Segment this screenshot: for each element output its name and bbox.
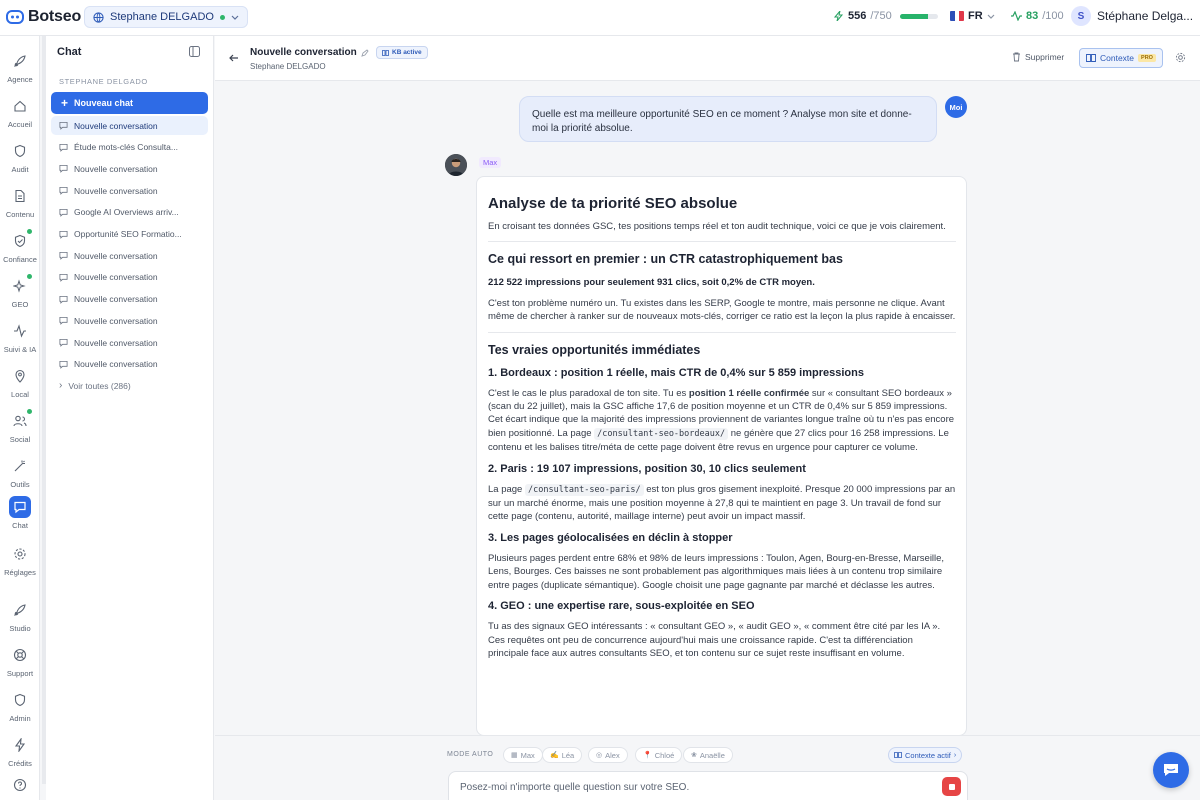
conversation-item-label: Nouvelle conversation xyxy=(74,337,158,348)
shield-icon xyxy=(9,689,31,711)
delete-label: Supprimer xyxy=(1025,52,1065,62)
text-run: ne génère que 27 clics pour 16 258 impressions. Le contenu et les balises titre/méta de cette page doivent être revus en urgence pour capturer ce volume. xyxy=(488,427,949,454)
credits-total: /750 xyxy=(870,10,892,22)
nav-item-geo[interactable] xyxy=(0,275,40,309)
see-all-conversations-link[interactable] xyxy=(51,376,208,395)
chat-bubble-icon xyxy=(59,273,68,282)
logo[interactable] xyxy=(6,8,81,26)
nav-item-confiance[interactable] xyxy=(0,230,40,264)
credits-progress-fill xyxy=(900,14,928,19)
top-bar xyxy=(0,0,1200,36)
divider xyxy=(488,332,956,333)
conversation-item[interactable] xyxy=(51,159,208,178)
composer xyxy=(215,735,1200,800)
nav-item-outils[interactable] xyxy=(0,455,40,489)
chat-bubble-icon xyxy=(1162,762,1180,778)
nav-item-support[interactable] xyxy=(0,644,40,678)
nav-item-admin[interactable] xyxy=(0,689,40,723)
chat-bubble-icon xyxy=(59,360,68,369)
chevron-right-icon: › xyxy=(59,380,63,392)
avatar: S xyxy=(1071,6,1091,26)
credits-used: 556 xyxy=(848,10,867,22)
bot-name-badge: Max xyxy=(479,157,501,168)
agent-chip-chloe[interactable] xyxy=(635,747,682,763)
new-chat-label: Nouveau chat xyxy=(74,98,134,108)
conversation-item[interactable] xyxy=(51,138,208,157)
conversation-item-label: Étude mots-clés Consulta... xyxy=(74,142,178,153)
map-pin-icon xyxy=(9,365,31,387)
agent-icon: ❀ xyxy=(691,752,697,759)
section-heading: Ce qui ressort en premier : un CTR catastrophiquement bas xyxy=(488,252,843,267)
main-nav xyxy=(0,36,40,800)
conversation-item[interactable] xyxy=(51,225,208,244)
rocket-icon xyxy=(9,599,31,621)
nav-item-audit[interactable] xyxy=(0,140,40,174)
notification-dot xyxy=(27,229,32,234)
chat-sidebar xyxy=(46,36,214,800)
nav-item-agence[interactable] xyxy=(0,50,40,84)
paragraph xyxy=(488,387,956,455)
new-chat-button[interactable] xyxy=(51,92,208,114)
chat-bubble-icon xyxy=(59,295,68,304)
agent-chip-lea[interactable] xyxy=(542,747,582,763)
opportunity-heading: 3. Les pages géolocalisées en déclin à stopper xyxy=(488,531,733,544)
bot-response xyxy=(476,176,967,736)
zap-icon xyxy=(9,734,31,756)
sparkles-icon xyxy=(9,275,31,297)
conversation-header xyxy=(215,36,1200,81)
conversation-item[interactable] xyxy=(51,203,208,222)
conversation-item-label: Google AI Overviews arriv... xyxy=(74,207,179,218)
agent-name: Anaëlle xyxy=(699,750,725,760)
agent-name: Léa xyxy=(561,750,575,760)
chat-bubble-icon xyxy=(59,164,68,173)
conversation-item[interactable] xyxy=(51,311,208,330)
conversation-item[interactable] xyxy=(51,116,208,135)
conversation-item-label: Nouvelle conversation xyxy=(74,185,158,196)
bot-logo-icon xyxy=(6,10,24,24)
seo-score[interactable] xyxy=(1011,10,1064,22)
nav-label: GEO xyxy=(11,300,29,309)
context-active-toggle[interactable] xyxy=(888,747,962,763)
divider xyxy=(488,241,956,242)
nav-item-suivi-ia[interactable] xyxy=(0,320,40,354)
conversation-item-label: Nouvelle conversation xyxy=(74,315,158,326)
collapse-sidebar-icon[interactable] xyxy=(189,46,200,57)
nav-item-studio[interactable] xyxy=(0,599,40,633)
nav-item-contenu[interactable] xyxy=(0,185,40,219)
chat-input[interactable]: Posez-moi n'importe quelle question sur votre SEO. xyxy=(448,771,968,800)
chat-bubble-icon xyxy=(59,121,68,130)
nav-label: Contenu xyxy=(5,210,35,219)
zap-icon xyxy=(834,11,844,21)
chevron-down-icon xyxy=(987,12,995,20)
chat-bubble-icon xyxy=(59,338,68,347)
sidebar-title: Chat xyxy=(57,46,82,58)
context-label: Contexte xyxy=(1100,53,1135,63)
credits-meter[interactable] xyxy=(834,10,938,22)
language-selector[interactable] xyxy=(950,10,995,22)
pencil-icon[interactable] xyxy=(361,49,369,57)
agent-chip-max[interactable] xyxy=(503,747,543,763)
shield-check-icon xyxy=(9,230,31,252)
nav-label: Confiance xyxy=(3,255,37,264)
notification-dot xyxy=(27,274,32,279)
agent-chip-anaelle[interactable] xyxy=(683,747,733,763)
paragraph xyxy=(488,483,956,524)
gear-icon xyxy=(9,543,31,565)
chevron-right-icon: › xyxy=(953,751,957,759)
url-code: /consultant-seo-paris/ xyxy=(525,484,644,496)
gear-icon[interactable] xyxy=(1175,52,1186,63)
conversation-item[interactable] xyxy=(51,290,208,309)
globe-icon xyxy=(93,12,104,23)
agent-chip-alex[interactable] xyxy=(588,747,628,763)
opportunity-heading: 1. Bordeaux : position 1 réelle, mais CTR de 0,4% sur 5 859 impressions xyxy=(488,366,864,379)
delete-button[interactable] xyxy=(1012,52,1064,62)
conversation-item-label: Nouvelle conversation xyxy=(74,250,158,261)
text-run: La page xyxy=(488,483,525,495)
section-heading: Tes vraies opportunités immédiates xyxy=(488,342,701,357)
text-run: sur « consultant SEO bordeaux » (scan du 22 juillet), mais la GSC affiche 17,6 de position moyenne et un CTR de 0,4% sur 5 859 impressions. Cet écart indique que la majorité des impressions proviennent de variantes longue traîne où tu n'es pas encore bien positionné. La page xyxy=(488,387,955,439)
home-icon xyxy=(9,95,31,117)
account-selector[interactable] xyxy=(84,6,248,28)
paragraph: Tu as des signaux GEO intéressants : « consultant GEO », « audit GEO », « comment être cité par les IA ». Ces requêtes ont peu de concurrence aujourd'hui mais une croissance rapide. C'est ta différenciation principale face aux autres consultants SEO, et ton contenu sur ce sujet reste insuffisant en volume. xyxy=(488,621,941,659)
text-run: C'est le cas le plus paradoxal de ton site. Tu es xyxy=(488,387,689,399)
activity-icon xyxy=(1011,11,1022,21)
book-icon xyxy=(382,50,389,56)
conversation-item[interactable] xyxy=(51,333,208,352)
activity-icon xyxy=(9,320,31,342)
text-run: est ton plus gros gisement inexploité. Presque 20 000 impressions par an sur un marché énorme, mais une position moyenne à 27,8 qui te maintient en page 3. Un travail de fond sur cette page (contenu, autorité, maillage interne) peut avoir un impact massif. xyxy=(488,483,956,523)
opportunity-heading: 2. Paris : 19 107 impressions, position 30, 10 clics seulement xyxy=(488,462,806,475)
conversation-item[interactable] xyxy=(51,355,208,374)
context-active-label: Contexte actif xyxy=(905,750,951,760)
shield-icon xyxy=(9,140,31,162)
conversation-item-label: Nouvelle conversation xyxy=(74,272,158,283)
chat-bubble-icon xyxy=(59,208,68,217)
lifebuoy-icon xyxy=(9,644,31,666)
context-button[interactable] xyxy=(1079,48,1163,68)
agent-name: Alex xyxy=(605,750,620,760)
response-heading: Analyse de ta priorité SEO absolue xyxy=(488,195,738,212)
bold-run: position 1 réelle confirmée xyxy=(688,387,810,399)
nav-label: Local xyxy=(11,390,29,399)
back-arrow-icon[interactable] xyxy=(229,53,239,63)
url-code: /consultant-seo-bordeaux/ xyxy=(594,428,728,440)
conversation-item[interactable] xyxy=(51,181,208,200)
nav-label: Studio xyxy=(9,624,31,633)
help-icon[interactable] xyxy=(0,778,40,792)
conversation-subtitle: Stephane DELGADO xyxy=(250,62,326,71)
nav-label: Réglages xyxy=(4,568,36,577)
nav-item-chat[interactable] xyxy=(0,496,40,530)
user-name: Stéphane Delga... xyxy=(1097,9,1194,23)
agent-icon: ◎ xyxy=(596,752,603,759)
nav-item-réglages[interactable] xyxy=(0,543,40,577)
kb-badge-label: KB active xyxy=(392,49,422,56)
paragraph: Plusieurs pages perdent entre 68% et 98% de leurs impressions : Toulon, Agen, Bourg-en-Bresse, Marseille, Lens, Bourges. Ces baisses ne sont probablement pas algorithmiques mais liées à un contenu trop similaire entre pages (duplicate sémantique). Google choisit une page gagnante par marché et déclasse les autres. xyxy=(488,552,945,591)
plus-icon: + xyxy=(61,96,69,110)
conversation-item-label: Nouvelle conversation xyxy=(74,294,158,305)
stop-button[interactable] xyxy=(942,777,961,796)
app-name: Botseo xyxy=(28,8,82,25)
stop-icon xyxy=(949,784,955,790)
conversation-item[interactable] xyxy=(51,246,208,265)
chat-bubble-icon xyxy=(59,316,68,325)
user-avatar: Moi xyxy=(945,96,967,118)
nav-label: Outils xyxy=(10,480,30,489)
nav-label: Support xyxy=(6,669,34,678)
france-flag-icon xyxy=(950,11,964,21)
conversation-title[interactable] xyxy=(250,47,369,58)
conversation-item-label: Nouvelle conversation xyxy=(74,120,158,131)
rocket-icon xyxy=(9,50,31,72)
agent-name: Chloé xyxy=(654,750,675,760)
notification-dot xyxy=(27,409,32,414)
chat-bubble-icon xyxy=(59,143,68,152)
credits-progress xyxy=(900,14,938,19)
agent-icon: ▦ xyxy=(511,752,518,759)
see-all-label: Voir toutes (286) xyxy=(68,380,131,391)
chat-support-button[interactable] xyxy=(1153,752,1189,788)
status-dot xyxy=(220,15,225,20)
nav-label: Audit xyxy=(11,165,29,174)
opportunity-heading: 4. GEO : une expertise rare, sous-exploitée en SEO xyxy=(488,600,755,613)
nav-label: Accueil xyxy=(7,120,33,129)
bot-avatar xyxy=(445,154,467,176)
pro-badge: PRO xyxy=(1138,54,1156,62)
chat-bubble-icon xyxy=(59,230,68,239)
users-icon xyxy=(9,410,31,432)
chat-bubble-icon xyxy=(59,251,68,260)
account-name: Stephane DELGADO xyxy=(110,11,214,23)
nav-item-accueil[interactable] xyxy=(0,95,40,129)
nav-label: Admin xyxy=(9,714,31,723)
agent-name: Max xyxy=(520,750,535,760)
book-icon xyxy=(1086,54,1096,62)
sidebar-section-label: STEPHANE DELGADO xyxy=(59,77,148,86)
kb-active-badge xyxy=(376,46,428,59)
nav-item-crédits[interactable] xyxy=(0,734,40,768)
chevron-down-icon xyxy=(231,13,239,21)
mode-label: MODE AUTO xyxy=(447,751,494,758)
document-icon xyxy=(9,185,31,207)
book-icon xyxy=(894,752,902,758)
chat-bubble-icon xyxy=(59,186,68,195)
user-message: Quelle est ma meilleure opportunité SEO en ce moment ? Analyse mon site et donne-moi la priorité absolue. xyxy=(519,96,937,142)
magic-wand-icon xyxy=(9,455,31,477)
agent-icon: 📍 xyxy=(643,752,652,759)
response-intro: En croisant tes données GSC, tes positions temps réel et ton audit technique, voici ce que je vois clairement. xyxy=(488,221,946,232)
key-stat: 212 522 impressions pour seulement 931 clics, soit 0,2% de CTR moyen. xyxy=(488,277,815,289)
conversation-item[interactable] xyxy=(51,268,208,287)
chat-main xyxy=(215,36,1200,800)
language-code: FR xyxy=(968,10,983,22)
conversation-item-label: Nouvelle conversation xyxy=(74,359,158,370)
paragraph: C'est ton problème numéro un. Tu existes dans les SERP, Google te montre, mais personne ne clique. Avant même de chercher à ranker sur de nouveaux mots-clés, corriger ce ratio est la leçon la plus rapide à encaisser. xyxy=(488,297,956,323)
conversation-item-label: Nouvelle conversation xyxy=(74,163,158,174)
chat-icon xyxy=(9,496,31,518)
score-value: 83 xyxy=(1026,10,1039,22)
user-menu[interactable] xyxy=(1071,6,1193,26)
agent-icon: ✍ xyxy=(550,752,559,759)
nav-item-social[interactable] xyxy=(0,410,40,444)
nav-label: Suivi & IA xyxy=(3,345,37,354)
nav-label: Agence xyxy=(7,75,33,84)
nav-item-local[interactable] xyxy=(0,365,40,399)
nav-label: Social xyxy=(9,435,31,444)
score-total: /100 xyxy=(1042,10,1064,22)
trash-icon xyxy=(1012,52,1021,62)
conversation-item-label: Opportunité SEO Formatio... xyxy=(74,229,182,239)
conversation-title-text: Nouvelle conversation xyxy=(250,47,357,58)
nav-label: Chat xyxy=(12,521,28,530)
nav-label: Crédits xyxy=(8,759,32,768)
